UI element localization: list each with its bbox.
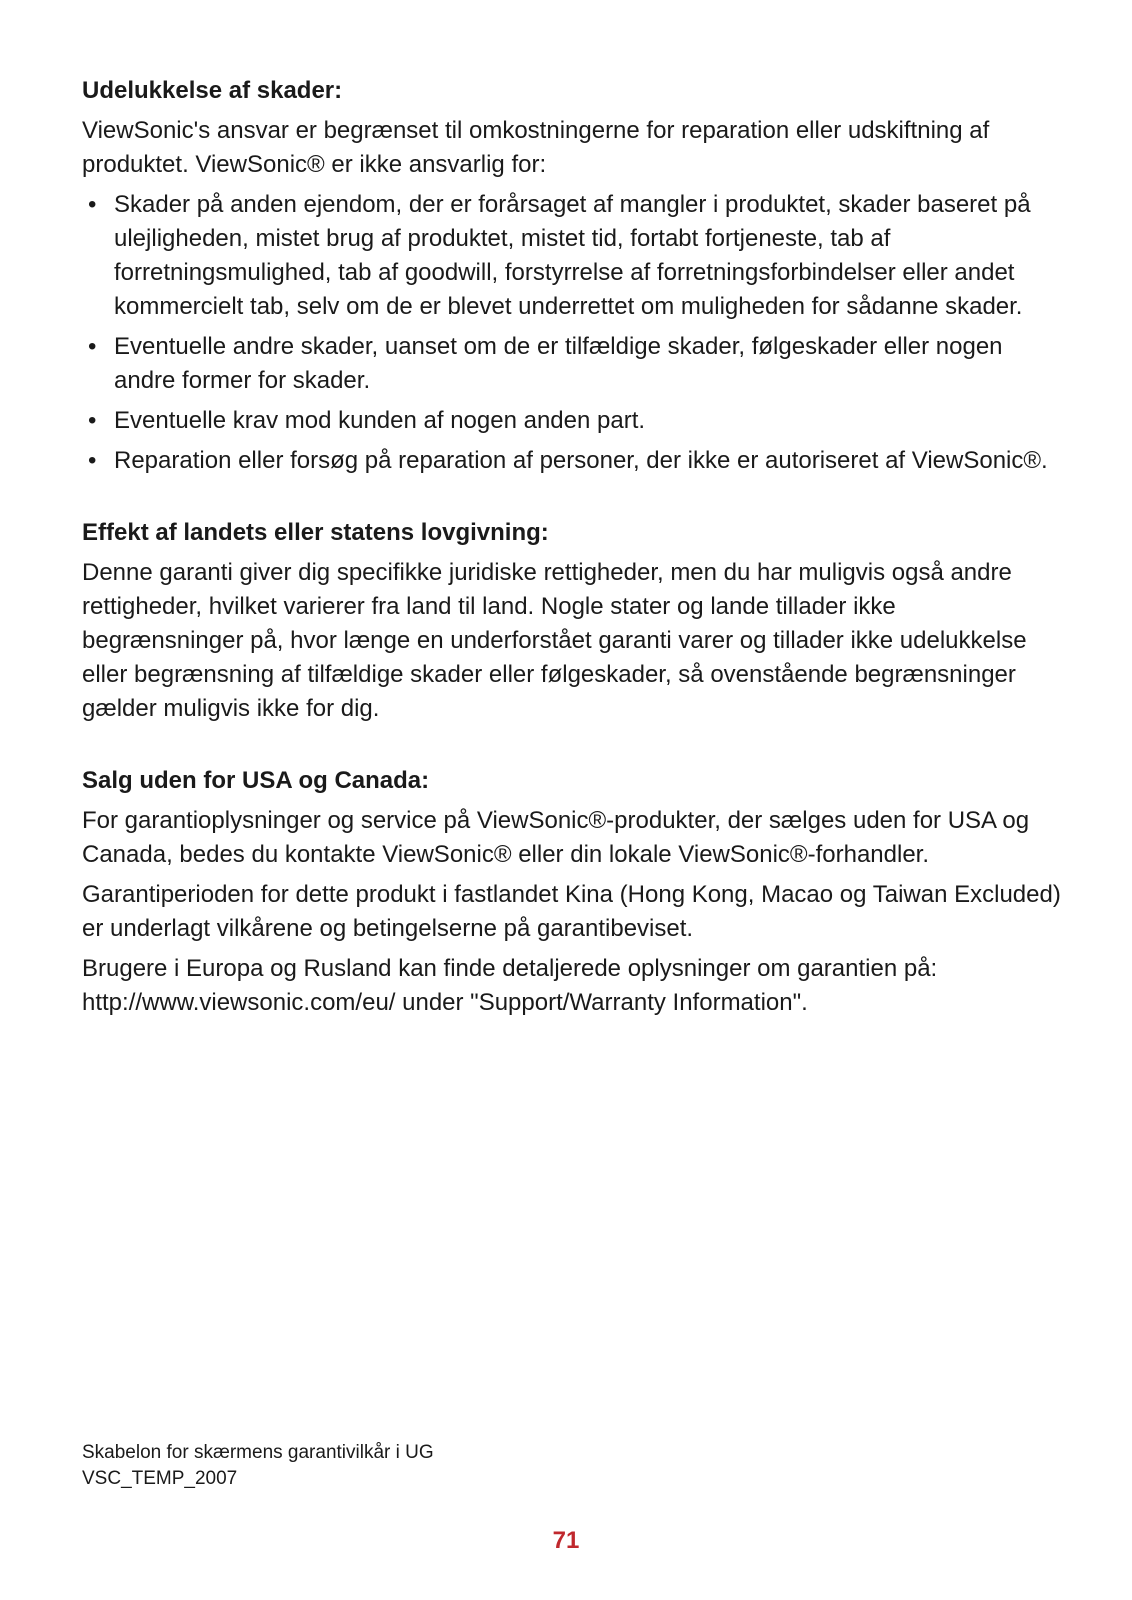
list-item — [82, 188, 1062, 324]
list-item — [82, 444, 1062, 478]
list-item-text: Eventuelle krav mod kunden af nogen anden part. — [114, 407, 646, 434]
list-item-text: Reparation eller forsøg på reparation af personer, der ikke er autoriseret af ViewSonic®. — [114, 447, 1048, 474]
section-heading: Udelukkelse af skader: — [82, 77, 343, 104]
paragraph: For garantioplysninger og service på ViewSonic®-produkter, der sælges uden for USA og Canada, bedes du kontakte ViewSonic® eller din lokale ViewSonic®-forhandler. — [82, 807, 1030, 868]
section-heading: Salg uden for USA og Canada: — [82, 767, 430, 794]
section-local-law-effect — [82, 516, 1062, 726]
footer-template-code: VSC_TEMP_2007 — [82, 1468, 238, 1489]
bullet-list — [82, 188, 1062, 478]
list-item-text: Skader på anden ejendom, der er forårsaget af mangler i produktet, skader baseret på ulejligheden, mistet brug af produktet, mistet tid, fortabt fortjeneste, tab af forretningsmulighed, tab af goodwill, forstyrrelse af forretningsforbindelser eller andet kommercielt tab, selv om de er blevet underrettet om muligheden for sådanne skader. — [114, 191, 1031, 320]
footer — [82, 1440, 434, 1492]
list-item — [82, 404, 1062, 438]
section-sales-outside-usa-canada — [82, 764, 1062, 1020]
page-number: 71 — [552, 1527, 580, 1554]
paragraph: ViewSonic's ansvar er begrænset til omkostningerne for reparation eller udskiftning af produktet. ViewSonic® er ikke ansvarlig for: — [82, 117, 990, 178]
footer-template-name: Skabelon for skærmens garantivilkår i UG — [82, 1442, 434, 1463]
paragraph: Garantiperioden for dette produkt i fastlandet Kina (Hong Kong, Macao og Taiwan Excluded) er underlagt vilkårene og betingelserne på garantibeviset. — [82, 881, 1061, 942]
list-item — [82, 330, 1062, 398]
paragraph: Brugere i Europa og Rusland kan finde detaljerede oplysninger om garantien på: http://www.viewsonic.com/eu/ under "Support/Warranty Information". — [82, 955, 938, 1016]
list-item-text: Eventuelle andre skader, uanset om de er tilfældige skader, følgeskader eller nogen andre former for skader. — [114, 333, 1003, 394]
bullet-icon: • — [88, 407, 97, 434]
bullet-icon: • — [88, 191, 97, 218]
document-body — [82, 74, 1062, 1026]
section-exclusion-of-damages — [82, 74, 1062, 478]
bullet-icon: • — [88, 447, 97, 474]
paragraph: Denne garanti giver dig specifikke juridiske rettigheder, men du har muligvis også andre rettigheder, hvilket varierer fra land til land. Nogle stater og lande tillader ikke begrænsninger på, hvor længe en underforstået garanti varer og tillader ikke udelukkelse eller begrænsning af tilfældige skader eller følgeskader, så ovenstående begrænsninger gælder muligvis ikke for dig. — [82, 559, 1027, 722]
bullet-icon: • — [88, 333, 97, 360]
section-heading: Effekt af landets eller statens lovgivning: — [82, 519, 549, 546]
